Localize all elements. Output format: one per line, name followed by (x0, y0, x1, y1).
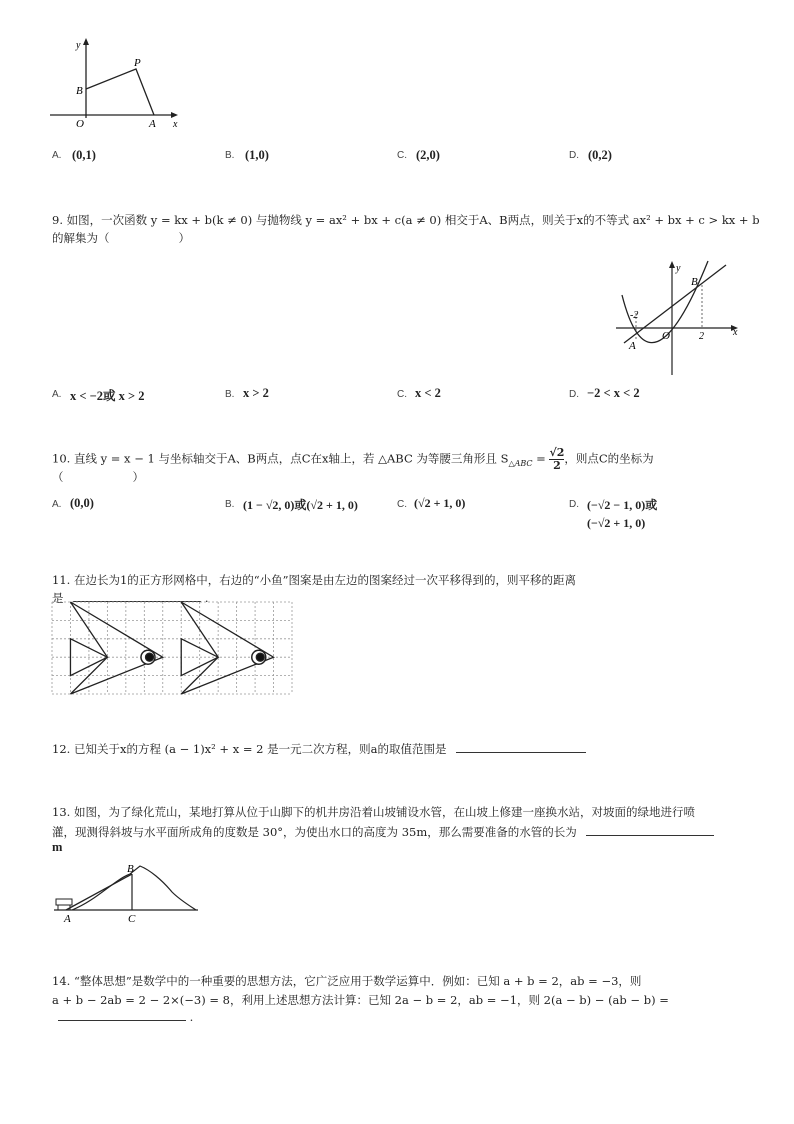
linear-function-line (624, 265, 726, 343)
q11-prefix: 是 (52, 591, 64, 605)
option-c-value: (√2 + 1, 0) (414, 496, 466, 510)
q11-fish-grid (52, 602, 296, 696)
option-b-value: x > 2 (243, 386, 269, 400)
q13-unit: m (52, 840, 63, 854)
fish-right (181, 602, 273, 694)
option-b-value: (1,0) (245, 148, 269, 162)
q11-stem-line1: 在边长为1的正方形网格中，右边的“小鱼”图案是由左边的图案经过一次平移得到的，则平移的距离 (73, 573, 577, 587)
label-b: B (127, 863, 134, 875)
option-a-value: x < −2或 x > 2 (70, 389, 145, 403)
q9-stem-line2: 的解集为（ ） (52, 231, 190, 245)
q13-answer-blank[interactable] (586, 835, 714, 836)
q9-number: 9. (52, 213, 63, 227)
label-a: A (64, 913, 71, 925)
q14-stem-line1: “整体思想”是数学中的一种重要的思想方法，它广泛应用于数学运算中．例如：已知 a + b = 2，ab = −3，则 (73, 974, 642, 988)
label-b: B (691, 276, 698, 288)
label-o: O (662, 330, 670, 342)
label-a: A (629, 340, 636, 352)
well-house (56, 899, 72, 905)
label-x: x (173, 119, 178, 130)
q10-frac-num: √2 (549, 446, 565, 459)
option-a-value: (0,1) (72, 148, 96, 162)
option-d-label: D. (569, 150, 579, 161)
label-2: 2 (699, 331, 704, 342)
q10-subscript: △ABC (508, 458, 533, 468)
x-axis-arrow (171, 112, 178, 118)
q13-stem-line1: 如图，为了绿化荒山，某地打算从位于山脚下的机井房沿着山坡铺设水管，在山坡上修建一座换水站，对坡面的绿地进行喷 (73, 805, 695, 819)
option-d-label: D. (569, 389, 579, 400)
option-d-value-line2: (−√2 + 1, 0) (587, 516, 646, 530)
q14-answer-blank[interactable] (58, 1020, 186, 1021)
q12-number: 12. (52, 742, 71, 756)
q10-stem-line2: （ ） (52, 470, 144, 484)
option-b-label: B. (225, 389, 235, 400)
q10-stem-a: 直线 y = x − 1 与坐标轴交于A、B两点，点C在x轴上，若 △ABC 为等腰三角形且 S (73, 451, 509, 466)
q8-figure (48, 38, 188, 138)
option-c-label: C. (397, 389, 407, 400)
q10-equals: = (532, 451, 550, 466)
q10-frac-den: 2 (553, 459, 561, 472)
label-y: y (676, 263, 681, 274)
label-p: P (134, 57, 141, 69)
q12-stem: 已知关于x的方程 (a − 1)x² + x = 2 是一元二次方程，则a的取值范围是 (73, 742, 447, 756)
label-neg2: -2 (630, 310, 639, 321)
option-d-value: (0,2) (588, 148, 612, 162)
fish-left (70, 602, 162, 694)
option-a-value: (0,0) (70, 496, 94, 510)
q9-figure (612, 255, 752, 380)
q10-number: 10. (52, 451, 71, 466)
q13-number: 13. (52, 805, 71, 819)
q13-slope-figure (52, 862, 202, 930)
option-c-value: (2,0) (416, 148, 440, 162)
option-c-label: C. (397, 150, 407, 161)
q10-stem-b: ，则点C的坐标为 (564, 451, 654, 466)
q14-suffix: . (189, 1010, 194, 1024)
q11-number: 11. (52, 573, 71, 587)
option-a-label: A. (52, 389, 62, 400)
q10-fraction (549, 447, 564, 472)
label-x: x (733, 327, 738, 338)
water-pipe (66, 874, 132, 910)
option-a-label: A. (52, 150, 62, 161)
q12-answer-blank[interactable] (456, 752, 586, 753)
option-c-value: x < 2 (415, 386, 441, 400)
y-axis-arrow (669, 261, 675, 268)
option-b-value: (1 − √2, 0)或(√2 + 1, 0) (243, 498, 358, 512)
path-b-p-a (86, 69, 154, 115)
option-d-label: D. (569, 499, 579, 510)
label-a: A (149, 118, 156, 130)
option-c-label: C. (397, 499, 407, 510)
label-c: C (128, 913, 136, 925)
q14-stem-line2: a + b − 2ab = 2 − 2×(−3) = 8，利用上述思想方法计算：已知 2a − b = 2，ab = −1，则 2(a − b) − (ab − b) = (52, 993, 669, 1007)
option-d-value: −2 < x < 2 (587, 386, 640, 400)
q11-suffix: . (204, 591, 209, 605)
hill-outline (72, 866, 196, 910)
q14-number: 14. (52, 974, 71, 988)
y-axis-arrow (83, 38, 89, 45)
label-b: B (76, 85, 83, 97)
option-b-label: B. (225, 150, 235, 161)
option-d-value: (−√2 − 1, 0)或 (587, 498, 658, 512)
label-y: y (76, 40, 81, 51)
option-b-label: B. (225, 499, 235, 510)
q13-stem-line2: 灌，现测得斜坡与水平面所成角的度数是 30°，为使出水口的高度为 35m，那么需要准备的水管的长为 (52, 825, 577, 839)
q9-stem-line1: 如图，一次函数 y = kx + b(k ≠ 0) 与抛物线 y = ax² + bx + c(a ≠ 0) 相交于A、B两点，则关于x的不等式 ax² + bx + c > kx + b (66, 213, 760, 227)
label-o: O (76, 118, 84, 130)
option-a-label: A. (52, 499, 62, 510)
